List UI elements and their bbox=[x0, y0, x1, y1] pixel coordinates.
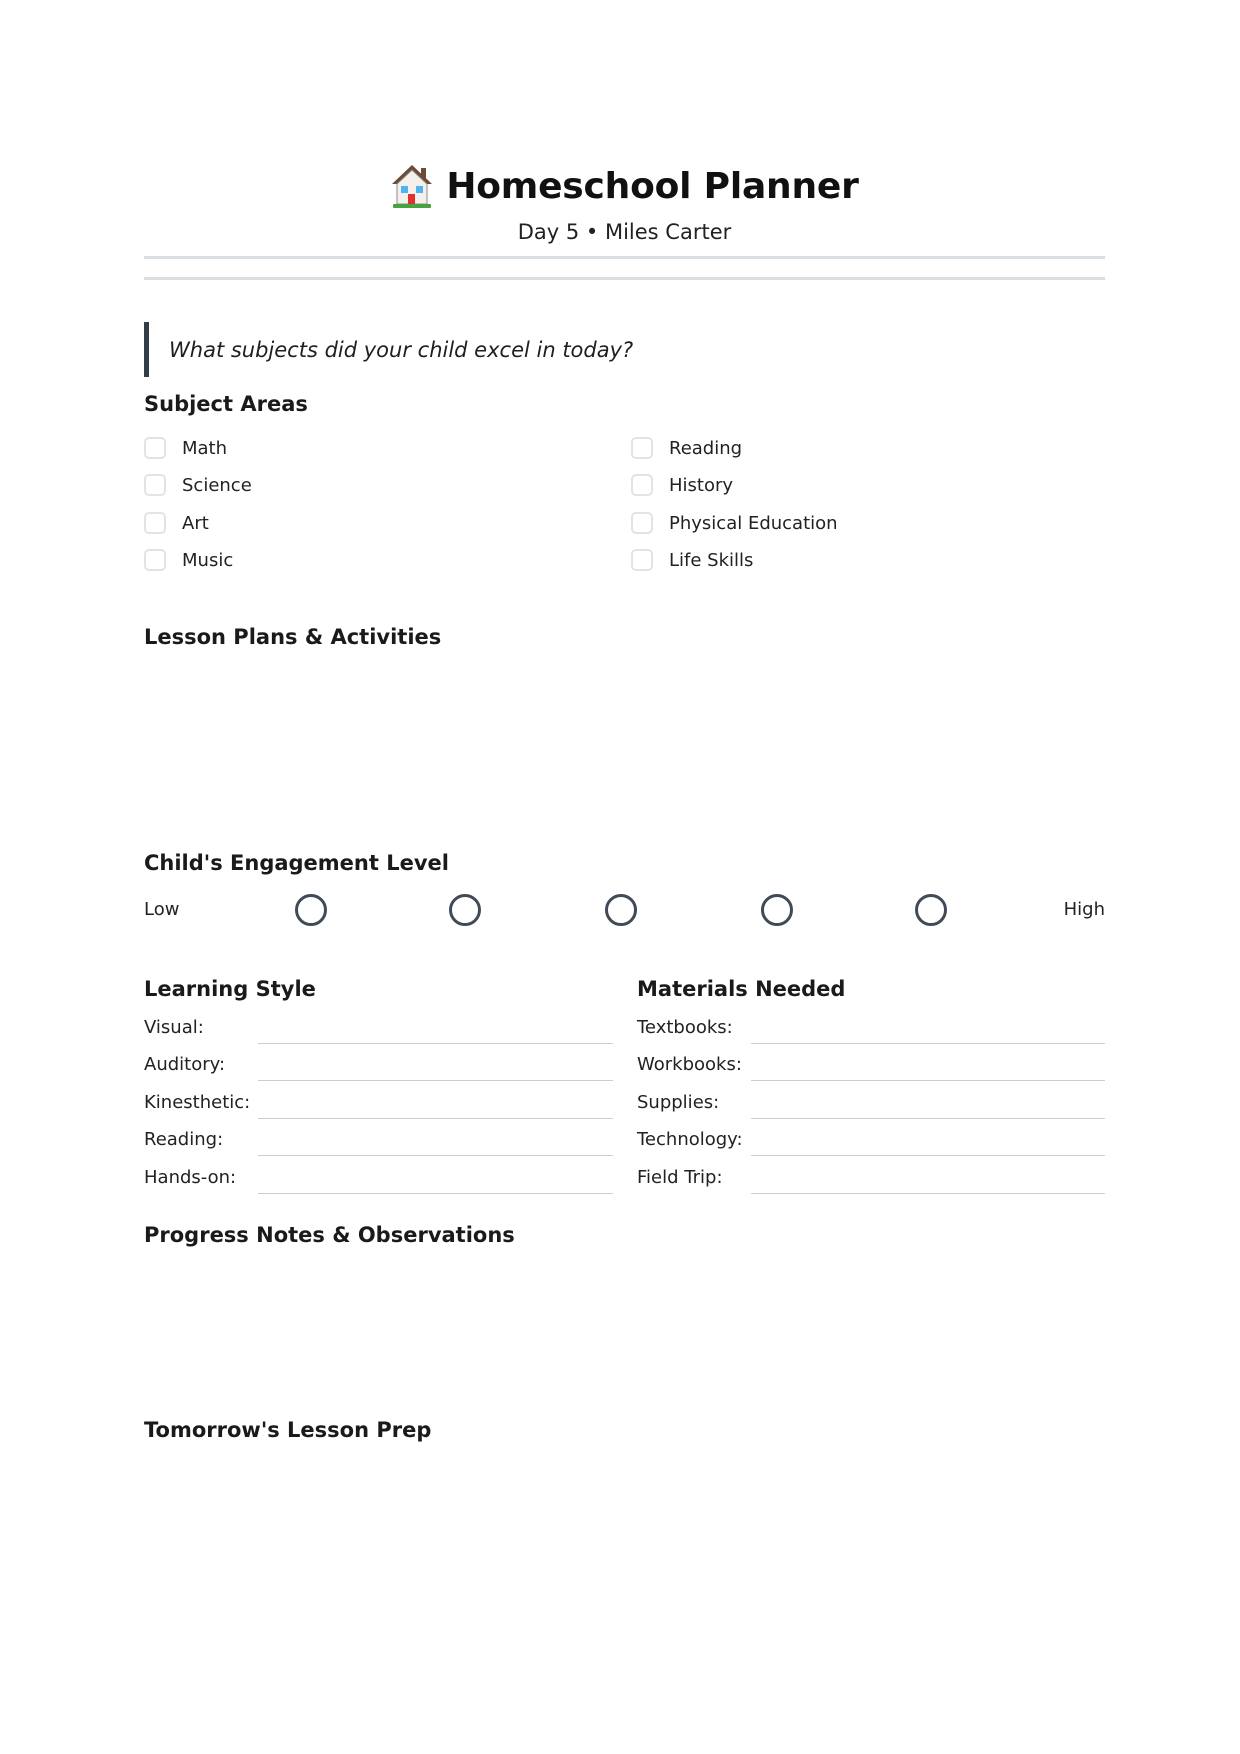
field-row-technology bbox=[637, 1129, 1105, 1159]
supplies-field[interactable] bbox=[751, 1118, 1105, 1119]
field-row-visual bbox=[144, 1017, 613, 1047]
subject-checkbox[interactable] bbox=[144, 437, 166, 459]
reading-field[interactable] bbox=[258, 1155, 613, 1156]
subject-checkbox[interactable] bbox=[144, 549, 166, 571]
workbooks-field[interactable] bbox=[751, 1080, 1105, 1081]
field-label: Technology: bbox=[637, 1129, 743, 1150]
field-label: Kinesthetic: bbox=[144, 1092, 251, 1113]
engagement-radio-1[interactable] bbox=[295, 894, 327, 926]
field-row-supplies bbox=[637, 1092, 1105, 1122]
title-row bbox=[144, 158, 1105, 214]
technology-field[interactable] bbox=[751, 1155, 1105, 1156]
progress-notes-writing-area[interactable] bbox=[144, 1258, 1105, 1408]
field-trip-field[interactable] bbox=[751, 1193, 1105, 1194]
subject-item-reading[interactable] bbox=[631, 434, 742, 462]
engagement-scale bbox=[144, 892, 1105, 928]
kinesthetic-field[interactable] bbox=[258, 1118, 613, 1119]
subject-item-art[interactable] bbox=[144, 509, 209, 537]
section-title-materials: Materials Needed bbox=[637, 977, 846, 1001]
field-row-hands-on bbox=[144, 1167, 613, 1197]
subject-checkbox[interactable] bbox=[631, 549, 653, 571]
subject-checkbox[interactable] bbox=[144, 474, 166, 496]
subject-item-life-skills[interactable] bbox=[631, 546, 753, 574]
subject-checkbox[interactable] bbox=[631, 437, 653, 459]
field-row-workbooks bbox=[637, 1054, 1105, 1084]
field-label: Textbooks: bbox=[637, 1017, 733, 1038]
subject-item-math[interactable] bbox=[144, 434, 227, 462]
field-row-reading bbox=[144, 1129, 613, 1159]
subject-label: Physical Education bbox=[669, 512, 838, 534]
subject-label: Math bbox=[182, 437, 228, 459]
field-label: Workbooks: bbox=[637, 1054, 742, 1075]
page-title: Homeschool Planner bbox=[446, 165, 859, 207]
subject-label: Reading bbox=[669, 437, 743, 459]
subject-label: Science bbox=[182, 474, 252, 496]
field-row-kinesthetic bbox=[144, 1092, 613, 1122]
subject-item-history[interactable] bbox=[631, 471, 733, 499]
reflection-prompt-text: What subjects did your child excel in today? bbox=[169, 337, 634, 362]
engagement-radio-2[interactable] bbox=[449, 894, 481, 926]
subject-checkbox[interactable] bbox=[631, 474, 653, 496]
scale-high-label: High bbox=[1063, 899, 1105, 920]
section-title-progress-notes: Progress Notes & Observations bbox=[144, 1223, 515, 1247]
subject-checkbox[interactable] bbox=[631, 512, 653, 534]
field-row-textbooks bbox=[637, 1017, 1105, 1047]
field-label: Reading: bbox=[144, 1129, 224, 1150]
subject-label: History bbox=[669, 474, 734, 496]
section-title-lesson-plans: Lesson Plans & Activities bbox=[144, 625, 442, 649]
engagement-radio-5[interactable] bbox=[915, 894, 947, 926]
subject-label: Art bbox=[182, 512, 209, 534]
field-label: Visual: bbox=[144, 1017, 204, 1038]
field-label: Field Trip: bbox=[637, 1167, 723, 1188]
engagement-radio-4[interactable] bbox=[761, 894, 793, 926]
engagement-radio-3[interactable] bbox=[605, 894, 637, 926]
header-divider-bottom bbox=[144, 277, 1105, 280]
field-row-field-trip bbox=[637, 1167, 1105, 1197]
section-title-learning-style: Learning Style bbox=[144, 977, 316, 1001]
subject-item-science[interactable] bbox=[144, 471, 252, 499]
planner-header bbox=[144, 158, 1105, 244]
section-title-tomorrow: Tomorrow's Lesson Prep bbox=[144, 1418, 432, 1442]
house-icon bbox=[390, 162, 434, 210]
auditory-field[interactable] bbox=[258, 1080, 613, 1081]
reflection-prompt bbox=[144, 322, 633, 377]
header-divider-top bbox=[144, 256, 1105, 259]
subject-checkbox[interactable] bbox=[144, 512, 166, 534]
hands-on-field[interactable] bbox=[258, 1193, 613, 1194]
field-label: Supplies: bbox=[637, 1092, 720, 1113]
field-row-auditory bbox=[144, 1054, 613, 1084]
planner-page bbox=[144, 0, 1105, 1754]
lesson-plans-writing-area[interactable] bbox=[144, 660, 1105, 830]
tomorrow-prep-writing-area[interactable] bbox=[144, 1453, 1105, 1653]
scale-low-label: Low bbox=[144, 899, 180, 920]
visual-field[interactable] bbox=[258, 1043, 613, 1044]
subject-label: Music bbox=[182, 549, 234, 571]
page-subtitle: Day 5 • Miles Carter bbox=[517, 220, 732, 244]
field-label: Hands-on: bbox=[144, 1167, 237, 1188]
subject-item-music[interactable] bbox=[144, 546, 233, 574]
section-title-engagement: Child's Engagement Level bbox=[144, 851, 449, 875]
field-label: Auditory: bbox=[144, 1054, 226, 1075]
textbooks-field[interactable] bbox=[751, 1043, 1105, 1044]
subject-item-physical-education[interactable] bbox=[631, 509, 838, 537]
section-title-subject-areas: Subject Areas bbox=[144, 392, 308, 416]
subject-label: Life Skills bbox=[669, 549, 754, 571]
